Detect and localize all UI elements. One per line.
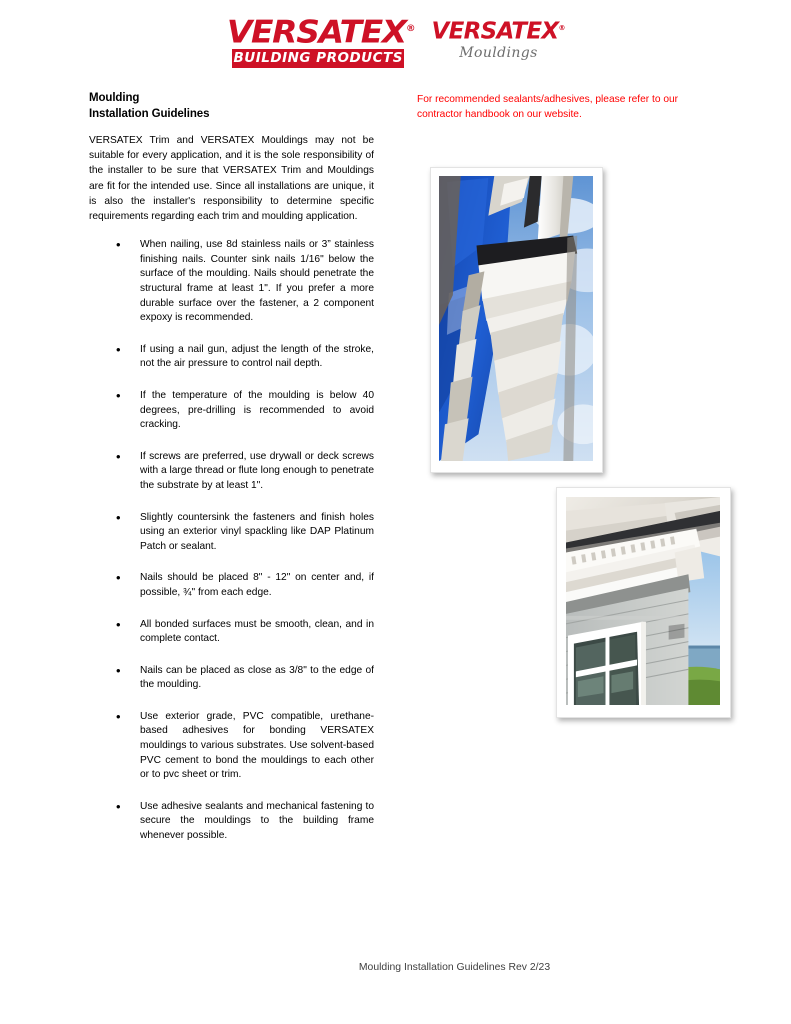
list-item [89,450,374,494]
list-item-text: Use exterior grade, PVC compatible, urethane-based adhesives for bonding VERSATEX mouldings to various substrates. Use solvent-based PVC cement to bond the mouldings to each other or to pvc sheet or trim. [140,710,374,781]
photo-image [439,176,593,461]
bullet-icon: • [116,341,121,357]
guidelines-list [89,238,374,843]
building-products-tagline: BUILDING PRODUCTS [233,50,403,67]
list-item-text: All bonded surfaces must be smooth, clean, and in complete contact. [140,618,374,645]
page-title [89,91,374,122]
registered-trademark-icon: ® [558,24,566,32]
sealant-adhesive-note: For recommended sealants/adhesives, please refer to our contractor handbook on our website. [417,94,679,120]
moulding-install-closeup-photo [430,167,603,473]
logo-header [0,14,791,68]
photo-image [566,497,720,705]
bullet-icon: • [116,616,121,632]
bullet-icon: • [116,387,121,403]
list-item [89,664,374,693]
page-title-line2: Installation Guidelines [89,107,210,120]
list-item-text: If screws are preferred, use drywall or deck screws with a large thread or flute long enough to penetrate the substrate by at least 1". [140,450,374,491]
bullet-icon: • [116,237,121,253]
versatex-wordmark: VERSATEX® [226,14,416,51]
bullet-icon: • [116,708,121,724]
dentil-moulding-house-photo [556,487,731,718]
versatex-building-products-logo [226,14,416,68]
list-item [89,343,374,372]
bullet-icon: • [116,570,121,586]
list-item-text: Nails can be placed as close as 3/8" to the edge of the moulding. [140,664,374,691]
list-item-text: Use adhesive sealants and mechanical fastening to secure the mouldings to the building frame whenever possible. [140,800,374,842]
bullet-icon: • [116,448,121,464]
house-exterior-illustration [566,497,720,705]
registered-trademark-icon: ® [405,24,416,34]
mouldings-script-label: Mouldings [459,44,538,61]
list-item-text: If using a nail gun, adjust the length of the stroke, not the air pressure to control nail depth. [140,343,374,370]
bullet-icon: • [116,798,121,814]
list-item-text: If the temperature of the moulding is below 40 degrees, pre-drilling is recommended to avoid cracking. [140,389,374,431]
list-item-text: Slightly countersink the fasteners and finish holes using an exterior vinyl spackling like DAP Platinum Patch or sealant. [140,511,374,552]
main-text-column [89,91,374,861]
list-item [89,800,374,844]
versatex-wordmark-secondary: VERSATEX® [431,18,566,45]
moulding-closeup-illustration [439,176,593,461]
bullet-icon: • [116,662,121,678]
list-item [89,710,374,783]
versatex-mouldings-logo [431,14,566,61]
list-item [89,618,374,647]
list-item [89,389,374,433]
intro-paragraph: VERSATEX Trim and VERSATEX Mouldings may not be suitable for every application, and it is the sole responsibility of the installer to be sure that VERSATEX Trim and Mouldings are fit for the intended use. Since all installations are unique, it is also the installer's responsibility to determine specific requirements regarding each trim and moulding application. [89,135,374,223]
list-item [89,511,374,555]
page-title-line1: Moulding [89,92,140,104]
list-item-text: When nailing, use 8d stainless nails or 3” stainless finishing nails. Counter sink nails 1/16" below the surface of the moulding. Nails should penetrate the structural frame at least 1". If you prefer a more durable surface over the fastener, a 2 component expoxy is recommended. [140,239,374,324]
list-item [89,238,374,326]
list-item-text: Nails should be placed 8" - 12" on center and, if possible, ¾" from each edge. [140,572,374,598]
page-footer: Moulding Installation Guidelines Rev 2/23 [358,962,551,973]
list-item [89,571,374,600]
bullet-icon: • [116,509,121,525]
